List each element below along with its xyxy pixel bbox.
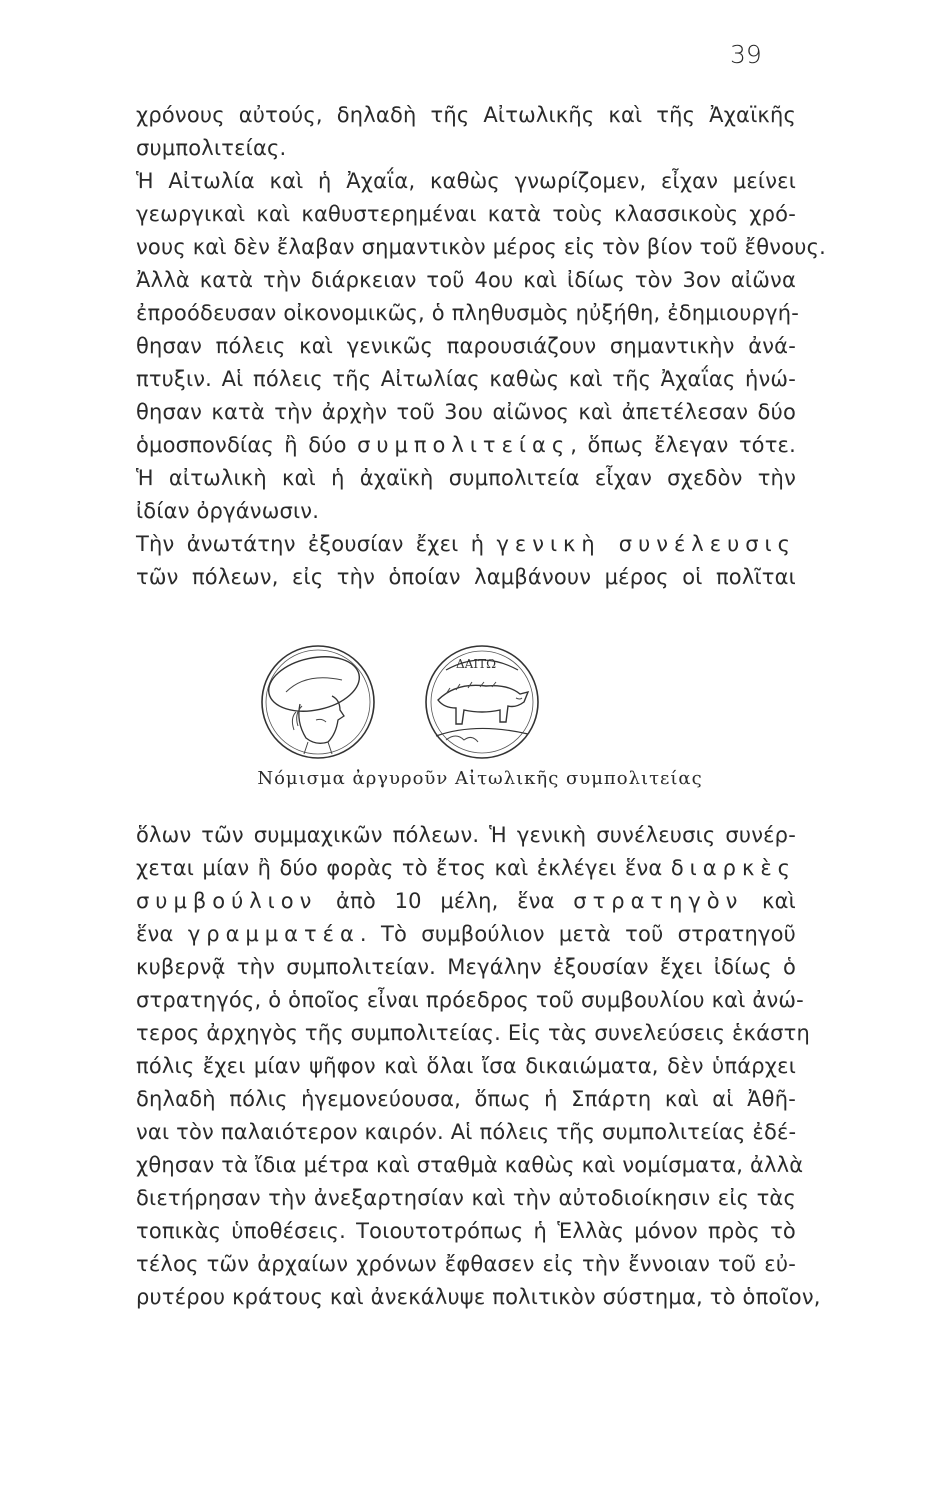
coin-figure	[256, 642, 696, 762]
text-line	[136, 1215, 796, 1248]
line-text: , ὅπως ἔλεγαν τότε.	[570, 433, 796, 457]
text-line	[136, 1182, 796, 1215]
text-line	[136, 885, 796, 918]
line-text: πόλις ἔχει μίαν ψῆφον καὶ ὅλαι ἴσα δικαιώματα, δὲν ὑπάρχει	[136, 1054, 796, 1078]
svg-text:ΔΑΙΤΩ: ΔΑΙΤΩ	[456, 657, 497, 671]
text-line	[136, 132, 796, 165]
text-line	[136, 99, 796, 132]
spaced-term: διαρκὲς	[670, 856, 796, 880]
text-line	[136, 264, 796, 297]
line-text: νους καὶ δὲν ἔλαβαν σημαντικὸν μέρος εἰς τὸν βίον τοῦ ἔθνους.	[136, 235, 826, 259]
text-line	[136, 297, 800, 330]
line-text: χρόνους αὐτούς, δηλαδὴ τῆς Αἰτωλικῆς καὶ τῆς Ἀχαϊκῆς	[136, 103, 796, 127]
line-text: χθησαν τὰ ἴδια μέτρα καὶ σταθμὰ καθὼς καὶ νομίσματα, ἀλλὰ	[136, 1153, 804, 1177]
text-line	[136, 528, 796, 561]
line-text: Τὴν ἀνωτάτην ἐξουσίαν ἔχει ἡ	[136, 532, 485, 556]
text-line	[136, 1281, 821, 1314]
line-text: στρατηγός, ὁ ὁποῖος εἶναι πρόεδρος τοῦ συμβουλίου καὶ ἀνώ-	[136, 988, 804, 1012]
line-text: Ἀλλὰ κατὰ τὴν διάρκειαν τοῦ 4ου καὶ ἰδίως τὸν 3ον αἰῶνα	[136, 268, 796, 292]
line-text: τέλος τῶν ἀρχαίων χρόνων ἔφθασεν εἰς τὴν ἔννοιαν τοῦ εὐ-	[136, 1252, 796, 1276]
line-text: Ἡ Αἰτωλία καὶ ἡ Ἀχαΐα, καθὼς γνωρίζομεν, εἶχαν μείνει	[136, 169, 796, 193]
line-text: χεται μίαν ἢ δύο φορὰς τὸ ἔτος καὶ ἐκλέγει ἕνα	[136, 856, 663, 880]
line-text: ἐπροόδευσαν οἰκονομικῶς, ὁ πληθυσμὸς ηὐξήθη, ἐδημιουργή-	[136, 301, 800, 325]
text-line	[136, 495, 796, 528]
line-text: ρυτέρου κράτους καὶ ἀνεκάλυψε πολιτικὸν σύστημα, τὸ ὁποῖον,	[136, 1285, 821, 1309]
line-text: ναι τὸν παλαιότερον καιρόν. Αἱ πόλεις τῆς συμπολιτείας ἐδέ-	[136, 1120, 797, 1144]
page-number: 39	[730, 40, 762, 69]
text-line	[136, 1248, 796, 1281]
text-line	[136, 396, 796, 429]
line-text: ὁμοσπονδίας ἢ δύο	[136, 433, 347, 457]
text-line	[136, 1017, 811, 1050]
text-line	[136, 852, 796, 885]
line-text: ἕνα	[136, 922, 174, 946]
line-text: διετήρησαν τὴν ἀνεξαρτησίαν καὶ τὴν αὐτοδιοίκησιν εἰς τὰς	[136, 1186, 796, 1210]
line-text: τερος ἀρχηγὸς τῆς συμπολιτείας. Εἰς τὰς συνελεύσεις ἑκάστη	[136, 1021, 811, 1045]
text-line	[136, 1083, 796, 1116]
line-text: γεωργικαὶ καὶ καθυστερημέναι κατὰ τοὺς κλασσικοὺς χρό-	[136, 202, 796, 226]
text-line	[136, 1116, 796, 1149]
spaced-term: συμβούλιον	[136, 889, 318, 913]
text-line	[136, 984, 804, 1017]
text-block-bottom	[136, 819, 821, 1314]
coin-boar-icon	[416, 642, 546, 762]
text-line	[136, 231, 826, 264]
text-line	[136, 918, 796, 951]
line-text: καὶ	[762, 889, 796, 913]
line-text: δηλαδὴ πόλις ἡγεμονεύουσα, ὅπως ἡ Σπάρτη καὶ αἱ Ἀθῆ-	[136, 1087, 796, 1111]
coin-head-icon	[256, 642, 386, 762]
line-text: πτυξιν. Αἱ πόλεις τῆς Αἰτωλίας καθὼς καὶ τῆς Ἀχαΐας ἡνώ-	[136, 367, 796, 391]
text-line	[136, 330, 796, 363]
line-text: . Τὸ συμβούλιον μετὰ τοῦ στρατηγοῦ	[359, 922, 796, 946]
spaced-term: στρατηγὸν	[573, 889, 744, 913]
line-text: θησαν πόλεις καὶ γενικῶς παρουσιάζουν σημαντικὴν ἀνά-	[136, 334, 796, 358]
line-text: κυβερνᾷ τὴν συμπολιτείαν. Μεγάλην ἐξουσίαν ἔχει ἰδίως ὁ	[136, 955, 796, 979]
figure-caption: Νόμισμα ἀργυροῦν Αἰτωλικῆς συμπολιτείας	[257, 768, 703, 789]
line-text: τῶν πόλεων, εἰς τὴν ὁποίαν λαμβάνουν μέρος οἱ πολῖται	[136, 565, 796, 589]
text-line	[136, 363, 796, 396]
line-text: ἰδίαν ὀργάνωσιν.	[136, 499, 320, 523]
text-line	[136, 951, 796, 984]
spaced-term: συμπολιτείας	[357, 433, 571, 457]
line-text: τοπικὰς ὑποθέσεις. Τοιουτοτρόπως ἡ Ἑλλὰς μόνον πρὸς τὸ	[136, 1219, 796, 1243]
text-line	[136, 1149, 804, 1182]
line-text: συμπολιτείας.	[136, 136, 287, 160]
text-line	[136, 165, 796, 198]
line-text: Ἡ αἰτωλικὴ καὶ ἡ ἀχαϊκὴ συμπολιτεία εἶχαν σχεδὸν τὴν	[136, 466, 796, 490]
text-line	[136, 1050, 796, 1083]
text-block-top	[136, 99, 826, 594]
text-line	[136, 429, 796, 462]
spaced-term: γενικὴ συνέλευσις	[496, 532, 796, 556]
text-line	[136, 462, 796, 495]
line-text: θησαν κατὰ τὴν ἀρχὴν τοῦ 3ου αἰῶνος καὶ ἀπετέλεσαν δύο	[136, 400, 796, 424]
text-line	[136, 198, 796, 231]
text-line	[136, 819, 796, 852]
spaced-term: γραμματέα	[187, 922, 360, 946]
line-text: ἀπὸ 10 μέλη, ἕνα	[336, 889, 555, 913]
line-text: ὅλων τῶν συμμαχικῶν πόλεων. Ἡ γενικὴ συνέλευσις συνέρ-	[136, 823, 796, 847]
text-line	[136, 561, 796, 594]
